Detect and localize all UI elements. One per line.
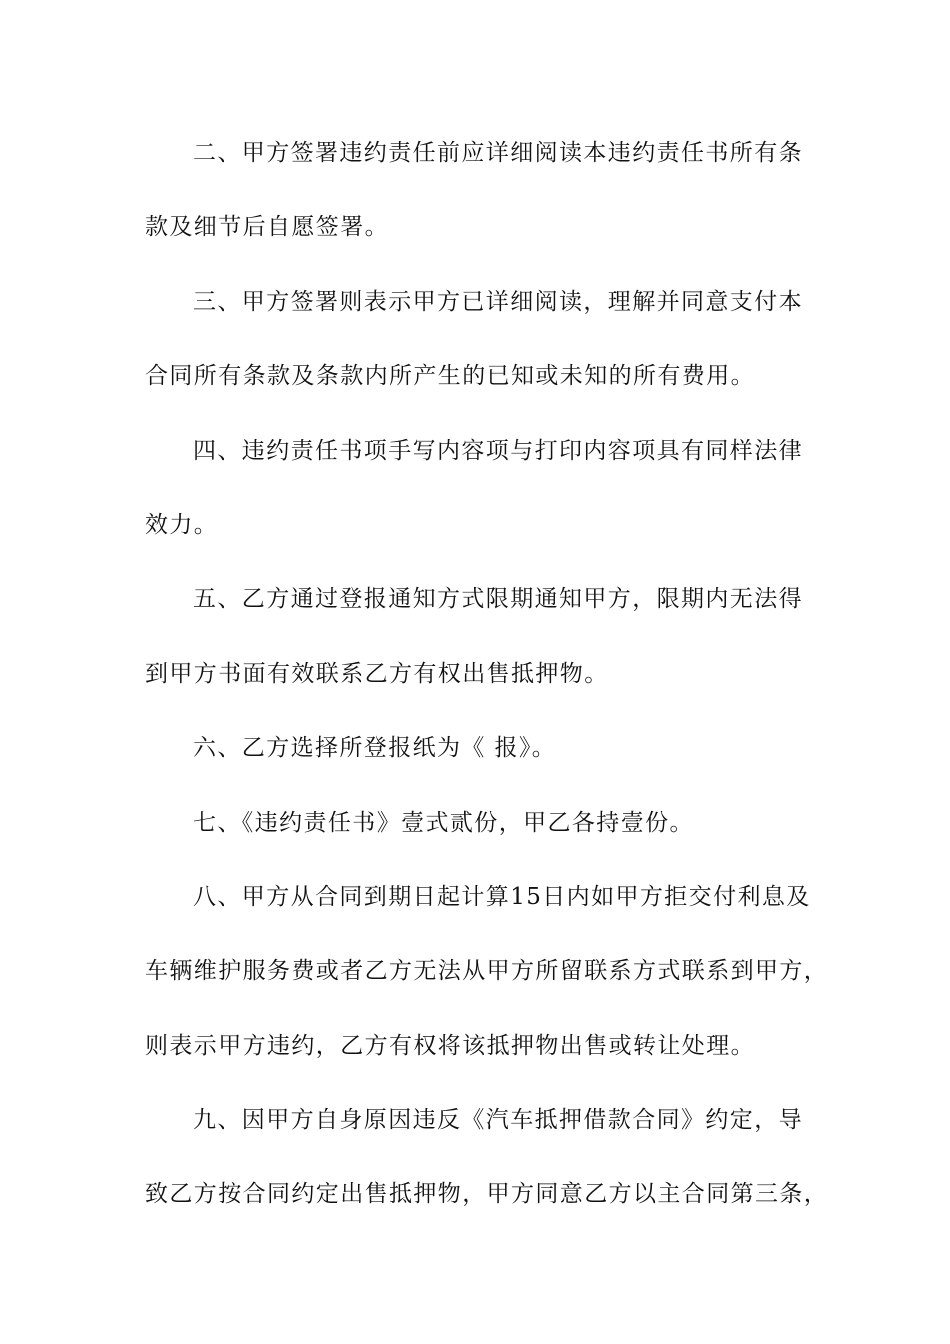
clause-8-line-3: 则表示甲方违约，乙方有权将该抵押物出售或转让处理。: [145, 1032, 755, 1059]
clause-7-line-1: 七、《违约责任书》壹式贰份，甲乙各持壹份。: [193, 809, 694, 836]
clause-2-line-2: 款及细节后自愿签署。: [145, 214, 389, 241]
clause-2-line-1: 二、甲方签署违约责任前应详细阅读本违约责任书所有条: [193, 140, 803, 166]
clause-3-line-1: 三、甲方签署则表示甲方已详细阅读，理解并同意支付本: [193, 288, 803, 315]
clause-4-line-2: 效力。: [145, 511, 219, 538]
clause-5-line-1: 五、乙方通过登报通知方式限期通知甲方，限期内无法得: [193, 586, 803, 613]
clause-5-line-2: 到甲方书面有效联系乙方有权出售抵押物。: [145, 660, 609, 687]
clause-9-line-1: 九、因甲方自身原因违反《汽车抵押借款合同》约定，导: [193, 1107, 803, 1134]
clause-8-line-1: 八、甲方从合同到期日起计算15日内如甲方拒交付利息及: [193, 883, 811, 910]
document-body: [145, 135, 829, 1251]
clause-8-line-2: 车辆维护服务费或者乙方无法从甲方所留联系方式联系到甲方，: [145, 958, 829, 985]
clause-6-line-1: 六、乙方选择所登报纸为《 报》。: [193, 735, 557, 762]
clause-4-line-1: 四、违约责任书项手写内容项与打印内容项具有同样法律: [193, 437, 803, 464]
clause-9-line-2: 致乙方按合同约定出售抵押物，甲方同意乙方以主合同第三条，: [145, 1181, 829, 1208]
clause-3-line-2: 合同所有条款及条款内所产生的已知或未知的所有费用。: [145, 363, 755, 390]
